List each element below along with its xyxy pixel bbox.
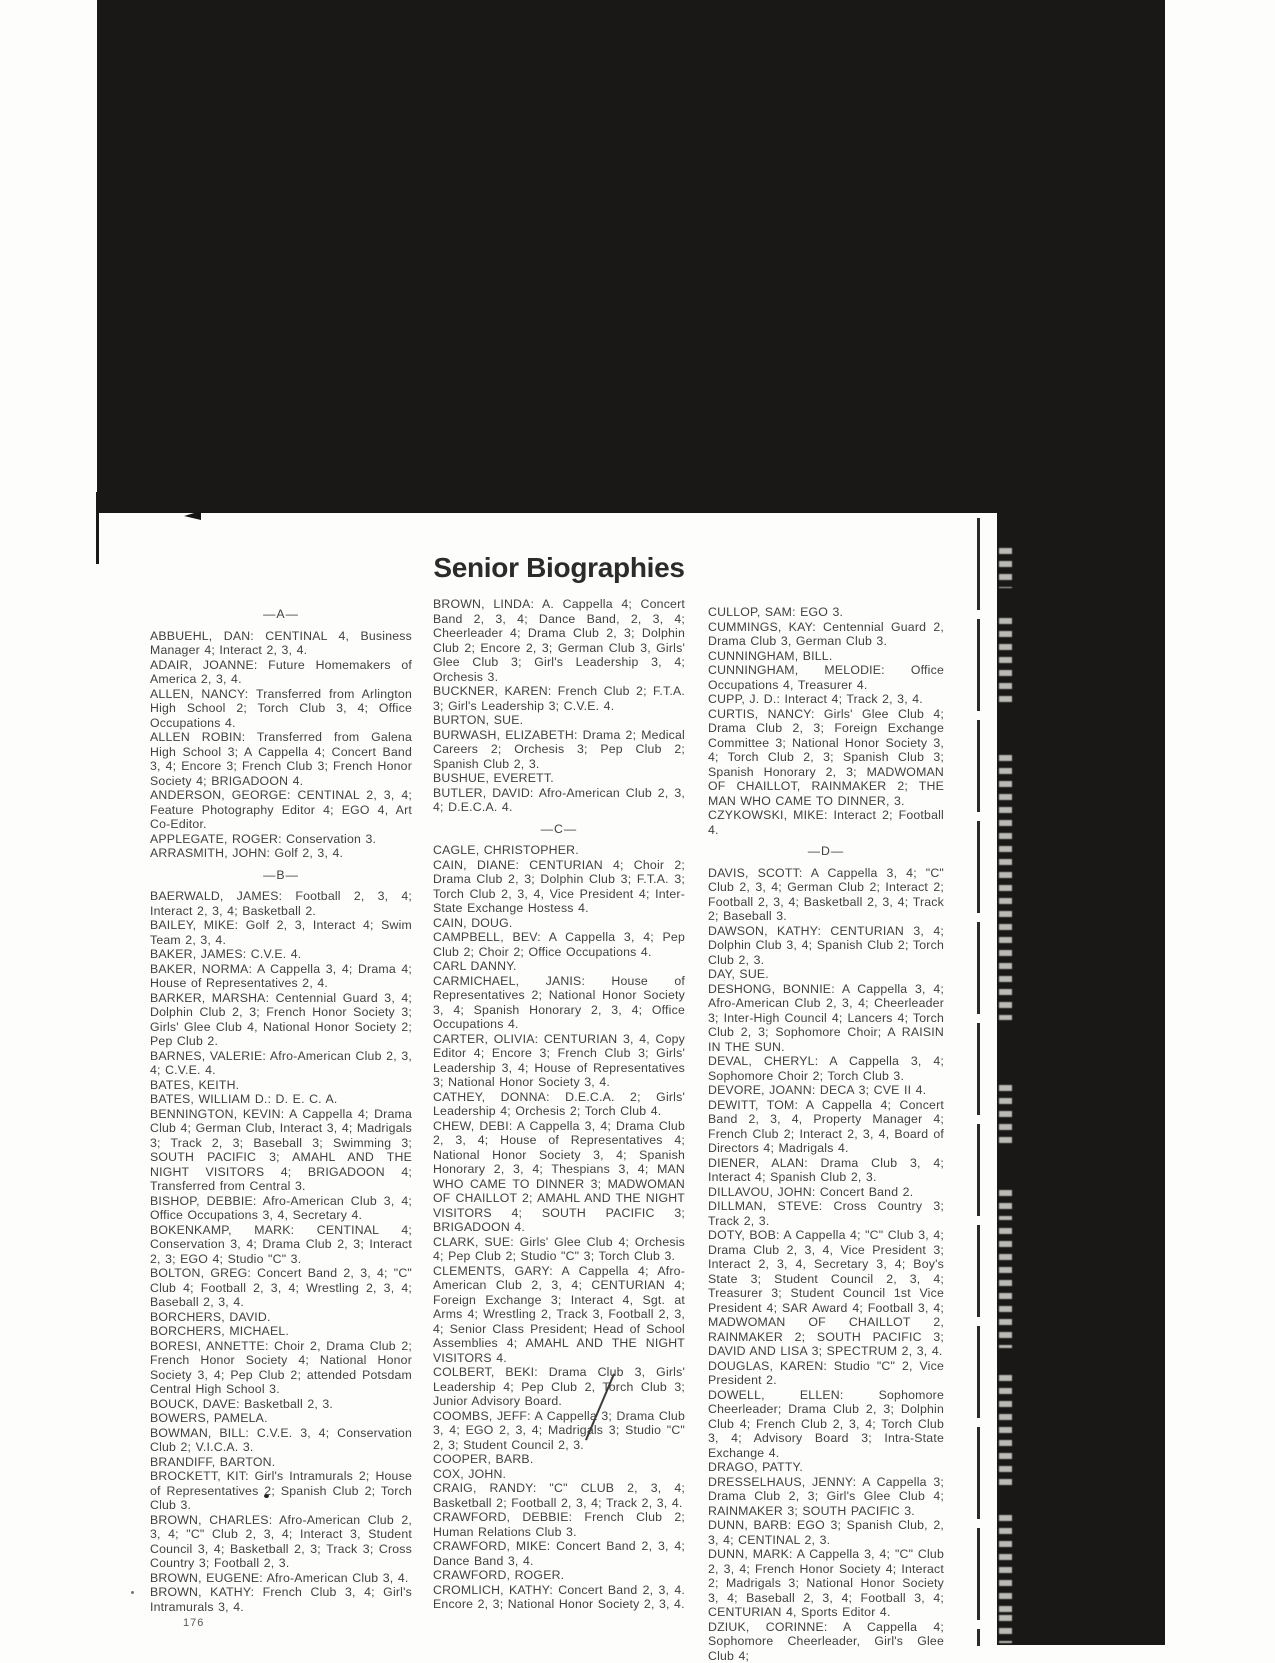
- spine-text-fragments: [999, 618, 1012, 703]
- bio-column-2: [433, 597, 685, 1612]
- bio-entry: CURTIS, NANCY: Girls' Glee Club 4; Drama Club 2, 3; Foreign Exchange Committee 3; National Honor Society 3, 4; Torch Club 2, 3; Spanish Club 3; Spanish Honorary 2, 3; MADWOMAN OF CHAILLOT, RAINMAKER 2; THE MAN WHO CAME TO DINNER, 3.: [708, 707, 944, 809]
- bio-entry: DILLAVOU, JOHN: Concert Band 2.: [708, 1185, 944, 1200]
- bio-entry: ANDERSON, GEORGE: CENTINAL 2, 3, 4; Feature Photography Editor 4; EGO 4, Art Co-Editor.: [150, 788, 412, 832]
- page-edge-line: [977, 518, 980, 1646]
- bio-entry: ABBUEHL, DAN: CENTINAL 4, Business Manager 4; Interact 2, 3, 4.: [150, 629, 412, 658]
- bio-entry: BOUCK, DAVE: Basketball 2, 3.: [150, 1397, 412, 1412]
- bio-entry: COX, JOHN.: [433, 1467, 685, 1482]
- bio-entry: DILLMAN, STEVE: Cross Country 3; Track 2, 3.: [708, 1199, 944, 1228]
- bio-entry: BATES, KEITH.: [150, 1078, 412, 1093]
- bio-entry: CRAIG, RANDY: "C" CLUB 2, 3, 4; Basketball 2; Football 2, 3, 4; Track 2, 3, 4.: [433, 1481, 685, 1510]
- bio-entry: CRAWFORD, DEBBIE: French Club 2; Human Relations Club 3.: [433, 1510, 685, 1539]
- bio-entry: BARNES, VALERIE: Afro-American Club 2, 3, 4; C.V.E. 4.: [150, 1049, 412, 1078]
- bio-entry: BOWMAN, BILL: C.V.E. 3, 4; Conservation Club 2; V.I.C.A. 3.: [150, 1426, 412, 1455]
- bio-entry: DAY, SUE.: [708, 967, 944, 982]
- bio-entry: BROWN, LINDA: A. Cappella 4; Concert Band 2, 3, 4; Dance Band, 2, 3, 4; Cheerleader 4; Drama Club 2, 3; Dolphin Club 2; Encore 2, 3; German Club 3, Girls' Glee Club 3; Girl's Leadership 3, 4; Orchesis 3.: [433, 597, 685, 684]
- bio-entry: DEVAL, CHERYL: A Cappella 3, 4; Sophomore Choir 2; Torch Club 3.: [708, 1054, 944, 1083]
- spine-text-fragments: [999, 1228, 1012, 1348]
- bio-entry: CUNNINGHAM, MELODIE: Office Occupations 4, Treasurer 4.: [708, 663, 944, 692]
- bio-entry: DRAGO, PATTY.: [708, 1460, 944, 1475]
- bio-entry: BUCKNER, KAREN: French Club 2; F.T.A. 3; Girl's Leadership 3; C.V.E. 4.: [433, 684, 685, 713]
- book-spine-region: [997, 513, 1165, 1645]
- page-number: 176: [183, 1617, 204, 1629]
- bio-entry: DOWELL, ELLEN: Sophomore Cheerleader; Drama Club 2, 3; Dolphin Club 4; French Club 2, 3, 4; Torch Club 3, 4; Advisory Board 3; Intra-State Exchange 4.: [708, 1388, 944, 1461]
- bio-entry: DRESSELHAUS, JENNY: A Cappella 3; Drama Club 2, 3; Girl's Glee Club 4; RAINMAKER 3; SOUTH PACIFIC 3.: [708, 1475, 944, 1519]
- bio-entry: BISHOP, DEBBIE: Afro-American Club 3, 4; Office Occupations 3, 4, Secretary 4.: [150, 1194, 412, 1223]
- bio-entry: COOPER, BARB.: [433, 1452, 685, 1467]
- bio-entry: BURWASH, ELIZABETH: Drama 2; Medical Careers 2; Orchesis 3; Pep Club 2; Spanish Club 2, 3.: [433, 728, 685, 772]
- bio-entry: DOUGLAS, KAREN: Studio "C" 2, Vice President 2.: [708, 1359, 944, 1388]
- spine-text-fragments: [999, 1515, 1012, 1615]
- bio-entry: CATHEY, DONNA: D.E.C.A. 2; Girls' Leadership 4; Orchesis 2; Torch Club 4.: [433, 1090, 685, 1119]
- bio-entry: DEVORE, JOANN: DECA 3; CVE II 4.: [708, 1083, 944, 1098]
- bio-entry: DUNN, MARK: A Cappella 3, 4; "C" Club 2, 3, 4; French Honor Society 4; Interact 2; Madrigals 3; National Honor Society 3, 4; Baseball 2, 3, 4; Football 3, 4; CENTURIAN 4, Sports Editor 4.: [708, 1547, 944, 1620]
- bio-entry: CARL DANNY.: [433, 959, 685, 974]
- bio-entry: CLARK, SUE: Girls' Glee Club 4; Orchesis 4; Pep Club 2; Studio "C" 3; Torch Club 3.: [433, 1235, 685, 1264]
- bio-entry: DUNN, BARB: EGO 3; Spanish Club, 2, 3, 4; CENTINAL 2, 3.: [708, 1518, 944, 1547]
- bio-entry: DAVIS, SCOTT: A Cappella 3, 4; "C" Club 2, 3, 4; German Club 2; Interact 2; Football 2, 3, 4; Basketball 2, 3, 4; Track 2; Baseball 3.: [708, 866, 944, 924]
- bio-entry: BROWN, KATHY: French Club 3, 4; Girl's Intramurals 3, 4.: [150, 1585, 412, 1614]
- bio-entry: CRAWFORD, MIKE: Concert Band 2, 3, 4; Dance Band 3, 4.: [433, 1539, 685, 1568]
- bio-entry: CLEMENTS, GARY: A Cappella 4; Afro-American Club 2, 3, 4; CENTURIAN 4; Foreign Exchange 3; Interact 4, Sgt. at Arms 4; Wrestling 2, Track 3, Football 2, 3, 4; Senior Class President; Head of School Assemblies 4; AMAHL AND THE NIGHT VISITORS 4.: [433, 1264, 685, 1366]
- bio-entry: BROWN, CHARLES: Afro-American Club 2, 3, 4; "C" Club 2, 3, 4; Interact 3, Student Council 3, 4; Basketball 2, 3; Track 3; Cross Country 3; Football 2, 3.: [150, 1513, 412, 1571]
- bio-entry: BUSHUE, EVERETT.: [433, 771, 685, 786]
- bio-entry: BAERWALD, JAMES: Football 2, 3, 4; Interact 2, 3, 4; Basketball 2.: [150, 889, 412, 918]
- bio-entry: BUTLER, DAVID: Afro-American Club 2, 3, 4; D.E.C.A. 4.: [433, 786, 685, 815]
- spine-text-fragments: [999, 548, 1012, 588]
- bio-entry: BARKER, MARSHA: Centennial Guard 3, 4; Dolphin Club 2, 3; French Honor Society 3; Girls' Glee Club 4, National Honor Society 2; Pep Club 2.: [150, 991, 412, 1049]
- spine-text-fragments: [999, 1375, 1012, 1485]
- bio-entry: COLBERT, BEKI: Drama Club 3, Girls' Leadership 4; Pep Club 2, Torch Club 3; Junior Advisory Board.: [433, 1365, 685, 1409]
- bio-entry: BAILEY, MIKE: Golf 2, 3, Interact 4; Swim Team 2, 3, 4.: [150, 918, 412, 947]
- bio-entry: BOLTON, GREG: Concert Band 2, 3, 4; "C" Club 4; Football 2, 3, 4; Wrestling 2, 3, 4; Baseball 2, 3, 4.: [150, 1266, 412, 1310]
- bio-entry: DAWSON, KATHY: CENTURIAN 3, 4; Dolphin Club 3, 4; Spanish Club 2; Torch Club 2, 3.: [708, 924, 944, 968]
- bio-entry: CUMMINGS, KAY: Centennial Guard 2, Drama Club 3, German Club 3.: [708, 620, 944, 649]
- bio-entry: APPLEGATE, ROGER: Conservation 3.: [150, 832, 412, 847]
- bio-entry: BOKENKAMP, MARK: CENTINAL 4; Conservation 3, 4; Drama Club 2, 3; Interact 2, 3; EGO 4; Studio "C" 3.: [150, 1223, 412, 1267]
- bio-entry: CARTER, OLIVIA: CENTURIAN 3, 4, Copy Editor 4; Encore 3; French Club 3; Girls' Leadership 3, 4; House of Representatives 3; National Honor Society 3, 4.: [433, 1032, 685, 1090]
- bio-entry: CARMICHAEL, JANIS: House of Representatives 2; National Honor Society 3, 4; Spanish Honorary 2, 3, 4; Office Occupations 4.: [433, 974, 685, 1032]
- bio-entry: CUPP, J. D.: Interact 4; Track 2, 3, 4.: [708, 692, 944, 707]
- bio-entry: BENNINGTON, KEVIN: A Cappella 4; Drama Club 4; German Club, Interact 3, 4; Madrigals 3; Track 2, 3; Baseball 3; Swimming 3; SOUTH PACIFIC 3; AMAHL AND THE NIGHT VISITORS 4; BRIGADOON 4; Transferred from Central 3.: [150, 1107, 412, 1194]
- bio-entry: CULLOP, SAM: EGO 3.: [708, 605, 944, 620]
- bio-entry: DOTY, BOB: A Cappella 4; "C" Club 3, 4; Drama Club 2, 3, 4, Vice President 3; Interact 2, 3, 4, Secretary 3, 4; Boy's State 3; Student Council 2, 3, 4; Treasurer 3; Student Council 1st Vice President 4; SAR Award 4; Football 3, 4; MADWOMAN OF CHAILLOT 2, RAINMAKER 2; SOUTH PACIFIC 3; DAVID AND LISA 3; SPECTRUM 2, 3, 4.: [708, 1228, 944, 1359]
- bio-entry: ARRASMITH, JOHN: Golf 2, 3, 4.: [150, 846, 412, 861]
- bio-entry: CAMPBELL, BEV: A Cappella 3, 4; Pep Club 2; Choir 2; Office Occupations 4.: [433, 930, 685, 959]
- bio-column-1: [150, 600, 412, 1614]
- page-title: Senior Biographies: [425, 552, 693, 584]
- bio-entry: BORCHERS, MICHAEL.: [150, 1324, 412, 1339]
- bio-entry: BAKER, JAMES: C.V.E. 4.: [150, 947, 412, 962]
- bio-entry: COOMBS, JEFF: A Cappella 3; Drama Club 3, 4; EGO 2, 3, 4; Madrigals 3; Studio "C" 2, 3; Student Council 2, 3.: [433, 1409, 685, 1453]
- section-heading: —D—: [708, 844, 944, 859]
- bio-entry: DESHONG, BONNIE: A Cappella 3, 4; Afro-American Club 2, 3, 4; Cheerleader 3; Inter-High Council 4; Lancers 4; Torch Club 2, 3; Sophomore Choir; A RAISIN IN THE SUN.: [708, 982, 944, 1055]
- bio-entry: BAKER, NORMA: A Cappella 3, 4; Drama 4; House of Representatives 2, 4.: [150, 962, 412, 991]
- bio-entry: BATES, WILLIAM D.: D. E. C. A.: [150, 1092, 412, 1107]
- bio-entry: DEWITT, TOM: A Cappella 4; Concert Band 2, 3, 4, Property Manager 4; French Club 2; Interact 2, 3, 4, Board of Directors 4; Madrigals 4.: [708, 1098, 944, 1156]
- bio-entry: ALLEN ROBIN: Transferred from Galena High School 3; A Cappella 4; Concert Band 3, 4; Encore 3; French Club 3; French Honor Society 4; BRIGADOON 4.: [150, 730, 412, 788]
- bio-column-3: [708, 605, 944, 1663]
- bio-entry: DIENER, ALAN: Drama Club 3, 4; Interact 4; Spanish Club 2, 3.: [708, 1156, 944, 1185]
- bio-entry: CUNNINGHAM, BILL.: [708, 649, 944, 664]
- spine-text-fragments: [999, 1615, 1012, 1643]
- bio-entry: BRANDIFF, BARTON.: [150, 1455, 412, 1470]
- bio-entry: BORCHERS, DAVID.: [150, 1310, 412, 1325]
- bio-entry: CHEW, DEBI: A Cappella 3, 4; Drama Club 2, 3, 4; House of Representatives 4; National Honor Society 3, 4; Spanish Honorary 2, 3, 4; Thespians 3, 4; MAN WHO CAME TO DINNER 3; MADWOMAN OF CHAILLOT 2; AMAHL AND THE NIGHT VISITORS 4; SOUTH PACIFIC 3; BRIGADOON 4.: [433, 1119, 685, 1235]
- bio-entry: CAIN, DIANE: CENTURIAN 4; Choir 2; Drama Club 2, 3; Dolphin Club 3; F.T.A. 3; Torch Club 2, 3, 4, Vice President 4; Inter-State Exchange Hostess 4.: [433, 858, 685, 916]
- spine-text-fragments: [999, 755, 1012, 1020]
- bio-entry: ADAIR, JOANNE: Future Homemakers of America 2, 3, 4.: [150, 658, 412, 687]
- section-heading: —A—: [150, 607, 412, 622]
- bio-entry: CZYKOWSKI, MIKE: Interact 2; Football 4.: [708, 808, 944, 837]
- bio-entry: BOWERS, PAMELA.: [150, 1411, 412, 1426]
- bio-entry: ALLEN, NANCY: Transferred from Arlington High School 2; Torch Club 3, 4; Office Occupations 4.: [150, 687, 412, 731]
- bio-entry: CRAWFORD, ROGER.: [433, 1568, 685, 1583]
- bio-entry: CAGLE, CHRISTOPHER.: [433, 843, 685, 858]
- spine-text-fragments: [999, 1085, 1012, 1145]
- section-heading: —B—: [150, 868, 412, 883]
- bio-entry: BROWN, EUGENE: Afro-American Club 3, 4.: [150, 1571, 412, 1586]
- bio-entry: CROMLICH, KATHY: Concert Band 2, 3, 4. Encore 2, 3; National Honor Society 2, 3, 4.: [433, 1583, 685, 1612]
- spine-text-fragments: [999, 1190, 1012, 1220]
- ink-speck-artifact: [131, 1591, 134, 1594]
- page-edge-tick: [96, 492, 99, 564]
- black-scan-region-top: [97, 0, 1165, 513]
- bio-entry: BURTON, SUE.: [433, 713, 685, 728]
- bio-entry: BORESI, ANNETTE: Choir 2, Drama Club 2; French Honor Society 4; National Honor Society 3, 4; Pep Club 2; attended Potsdam Central High School 3.: [150, 1339, 412, 1397]
- section-heading: —C—: [433, 822, 685, 837]
- bio-entry: CAIN, DOUG.: [433, 916, 685, 931]
- bio-entry: DZIUK, CORINNE: A Cappella 4; Sophomore Cheerleader, Girl's Glee Club 4;: [708, 1620, 944, 1663]
- bio-entry: BROCKETT, KIT: Girl's Intramurals 2; House of Representatives 2; Spanish Club 2; Torch Club 3.: [150, 1469, 412, 1513]
